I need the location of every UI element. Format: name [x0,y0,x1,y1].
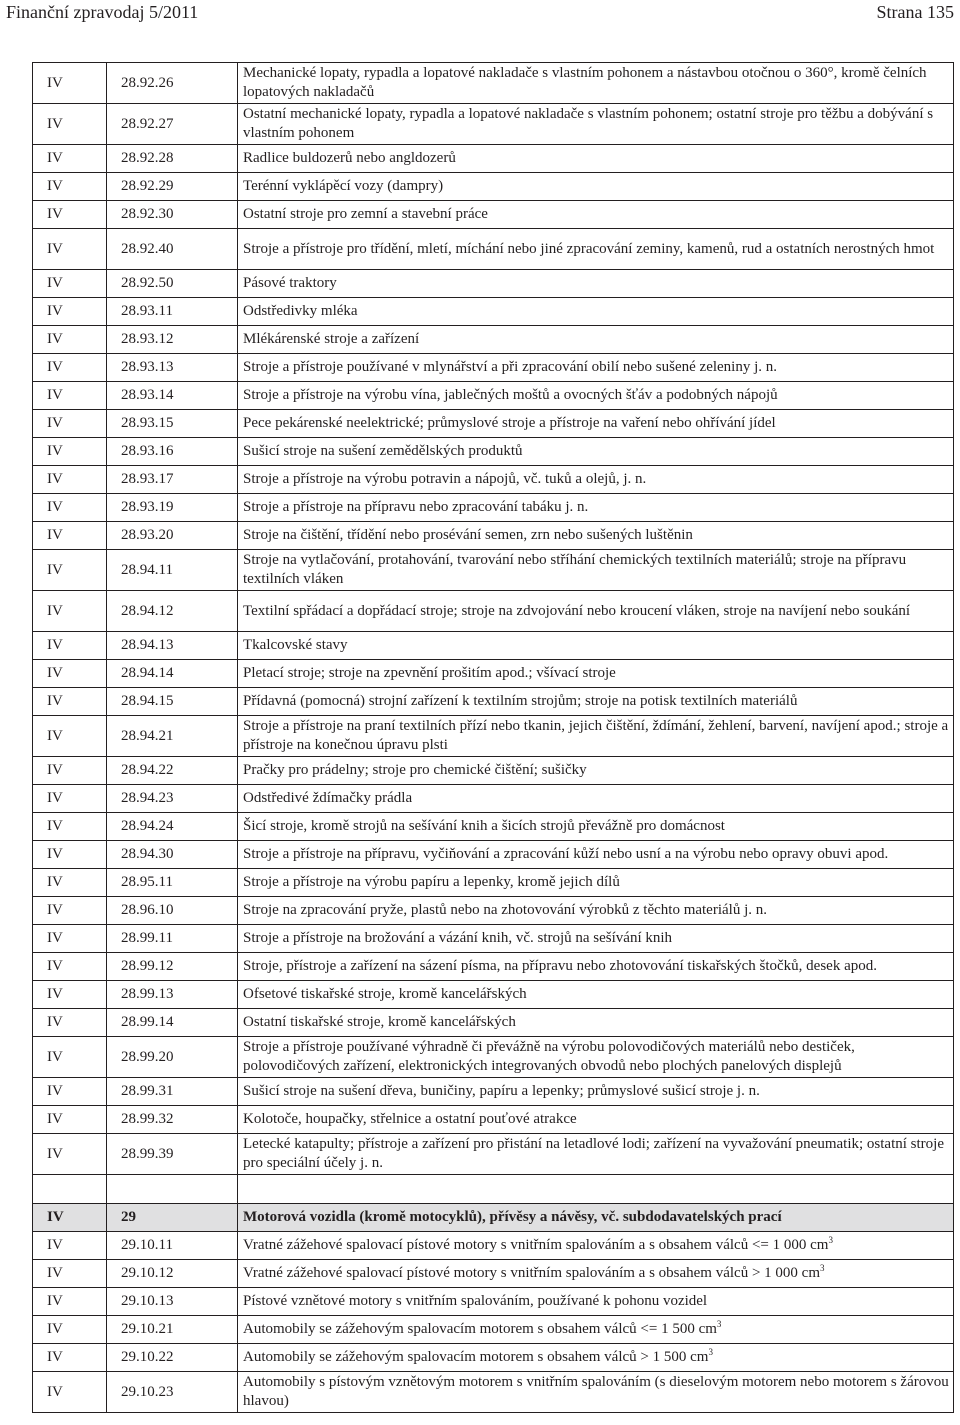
table-row [33,688,954,716]
category-cell: IV [33,145,107,173]
table-row [33,63,954,104]
classification-table [32,62,954,1413]
code-cell: 28.94.23 [107,785,238,813]
description-cell: Stroje na vytlačování, protahování, tvarování nebo stříhání chemických textilních materiálů; stroje na přípravu textilních vláken [238,550,954,591]
code-cell: 28.93.12 [107,326,238,354]
category-cell: IV [33,438,107,466]
code-cell: 28.92.26 [107,63,238,104]
table-row [33,632,954,660]
description-cell: Ostatní tiskařské stroje, kromě kancelářských [238,1009,954,1037]
code-cell: 28.93.20 [107,522,238,550]
category-cell: IV [33,688,107,716]
table-row [33,1078,954,1106]
description-cell: Mechanické lopaty, rypadla a lopatové nakladače s vlastním pohonem a nástavbou otočnou o 360°, kromě čelních lopatových nakladačů [238,63,954,104]
table-row [33,1037,954,1078]
description-cell: Mlékárenské stroje a zařízení [238,326,954,354]
table-row [33,1009,954,1037]
description-cell: Sušicí stroje na sušení zemědělských produktů [238,438,954,466]
code-cell: 28.99.13 [107,981,238,1009]
category-cell: IV [33,813,107,841]
category-cell: IV [33,298,107,326]
category-cell: IV [33,382,107,410]
description-cell: Stroje, přístroje a zařízení na sázení písma, na přípravu nebo zhotovování tiskařských štočků, desek apod. [238,953,954,981]
table-row [33,953,954,981]
code-cell: 28.99.12 [107,953,238,981]
category-cell: IV [33,1260,107,1288]
table-row [33,201,954,229]
description-cell: Ofsetové tiskařské stroje, kromě kancelářských [238,981,954,1009]
description-cell: Stroje a přístroje na výrobu potravin a nápojů, vč. tuků a olejů, j. n. [238,466,954,494]
section-title: Motorová vozidla (kromě motocyklů), přívěsy a návěsy, vč. subdodavatelských prací [238,1204,954,1232]
description-cell: Stroje a přístroje na přípravu, vyčiňování a zpracování kůží nebo usní a na výrobu nebo opravy obuvi apod. [238,841,954,869]
code-cell: 28.99.32 [107,1106,238,1134]
description-cell: Sušicí stroje na sušení dřeva, buničiny, papíru a lepenky; průmyslové sušicí stroje j. n. [238,1078,954,1106]
code-cell: 28.93.17 [107,466,238,494]
table-row [33,1316,954,1344]
table-row [33,1134,954,1175]
page-header [0,0,960,30]
description-cell: Stroje a přístroje pro třídění, mletí, míchání nebo jiné zpracování zeminy, kamenů, rud a ostatních nerostných hmot [238,229,954,270]
table-row [33,438,954,466]
table-row [33,1260,954,1288]
description-cell: Stroje a přístroje na výrobu papíru a lepenky, kromě jejich dílů [238,869,954,897]
code-cell: 28.99.31 [107,1078,238,1106]
category-cell: IV [33,1316,107,1344]
description-cell [238,1232,954,1260]
description-cell: Stroje a přístroje používané v mlynářství a při zpracování obilí nebo sušené zeleniny j. n. [238,354,954,382]
code-cell: 28.92.27 [107,104,238,145]
category-cell: IV [33,757,107,785]
description-cell [238,1316,954,1344]
superscript: 3 [716,1319,722,1329]
code-cell: 28.94.13 [107,632,238,660]
description-cell: Přídavná (pomocná) strojní zařízení k textilním strojům; stroje na potisk textilních materiálů [238,688,954,716]
table-row [33,813,954,841]
category-cell: IV [33,1037,107,1078]
category-cell: IV [33,63,107,104]
category-cell: IV [33,953,107,981]
category-cell: IV [33,1106,107,1134]
code-cell: 28.92.50 [107,270,238,298]
category-cell: IV [33,841,107,869]
table-row [33,757,954,785]
code-cell: 28.92.29 [107,173,238,201]
description-cell: Stroje a přístroje na výrobu vína, jablečných moštů a ovocných šťáv a podobných nápojů [238,382,954,410]
code-cell: 28.92.40 [107,229,238,270]
table-row [33,869,954,897]
category-cell: IV [33,494,107,522]
code-cell: 28.93.15 [107,410,238,438]
table-row [33,981,954,1009]
category-cell: IV [33,466,107,494]
table-row [33,410,954,438]
category-cell: IV [33,591,107,632]
category-cell: IV [33,1372,107,1413]
code-cell: 29.10.21 [107,1316,238,1344]
code-cell: 28.92.30 [107,201,238,229]
category-cell: IV [33,1009,107,1037]
description-text: Vratné zážehové spalovací pístové motory s vnitřním spalováním a s obsahem válců > 1 000 cm [243,1265,820,1281]
category-cell: IV [33,354,107,382]
table-row [33,660,954,688]
description-cell: Pístové vznětové motory s vnitřním spalováním, používané k pohonu vozidel [238,1288,954,1316]
category-cell: IV [33,104,107,145]
description-cell: Stroje na čištění, třídění nebo prosévání semen, zrn nebo sušených luštěnin [238,522,954,550]
description-cell: Ostatní stroje pro zemní a stavební práce [238,201,954,229]
table-row [33,1232,954,1260]
description-cell: Stroje a přístroje používané výhradně či převážně na výrobu polovodičových materiálů nebo destiček, polovodičových zařízení, elektronických integrovaných obvodů nebo plochých panelových displejů [238,1037,954,1078]
empty-cell [33,1175,107,1204]
table-row [33,897,954,925]
code-cell: 28.93.11 [107,298,238,326]
code-cell: 28.94.24 [107,813,238,841]
description-cell: Pračky pro prádelny; stroje pro chemické čištění; sušičky [238,757,954,785]
description-cell: Letecké katapulty; přístroje a zařízení pro přistání na letadlové lodi; zařízení na vyvažování pneumatik; ostatní stroje pro speciální účely j. n. [238,1134,954,1175]
code-cell: 28.93.19 [107,494,238,522]
section-header-row [33,1204,954,1232]
code-cell: 28.94.30 [107,841,238,869]
code-cell: 28.94.22 [107,757,238,785]
code-cell: 29.10.13 [107,1288,238,1316]
category-cell: IV [33,660,107,688]
code-cell: 28.92.28 [107,145,238,173]
code-cell: 28.94.15 [107,688,238,716]
description-cell [238,1260,954,1288]
category-cell: IV [33,229,107,270]
empty-cell [107,1175,238,1204]
description-cell: Tkalcovské stavy [238,632,954,660]
description-cell: Pece pekárenské neelektrické; průmyslové stroje a přístroje na vaření nebo ohřívání jídel [238,410,954,438]
code-cell: 28.93.16 [107,438,238,466]
category-cell: IV [33,1288,107,1316]
category-cell: IV [33,1134,107,1175]
code-cell: 28.94.11 [107,550,238,591]
table-row [33,550,954,591]
superscript: 3 [708,1347,713,1357]
description-cell: Stroje a přístroje na přípravu nebo zpracování tabáku j. n. [238,494,954,522]
table-row [33,1106,954,1134]
table-row [33,298,954,326]
code-cell: 28.96.10 [107,897,238,925]
description-cell: Automobily s pístovým vznětovým motorem s vnitřním spalováním (s dieselovým motorem nebo motorem s žárovou hlavou) [238,1372,954,1413]
description-cell: Terénní vyklápěcí vozy (dampry) [238,173,954,201]
empty-cell [238,1175,954,1204]
category-cell: IV [33,1204,107,1232]
category-cell: IV [33,173,107,201]
table-row [33,716,954,757]
description-cell: Šicí stroje, kromě strojů na sešívání knih a šicích strojů převážně pro domácnost [238,813,954,841]
description-cell: Ostatní mechanické lopaty, rypadla a lopatové nakladače s vlastním pohonem; ostatní stroje pro těžbu a dobývání s vlastním pohonem [238,104,954,145]
category-cell: IV [33,632,107,660]
code-cell: 29.10.22 [107,1344,238,1372]
table-row [33,841,954,869]
description-text: Automobily se zážehovým spalovacím motorem s obsahem válců > 1 500 cm [243,1349,709,1365]
table-row [33,522,954,550]
description-cell: Odstředivky mléka [238,298,954,326]
superscript: 3 [820,1263,825,1273]
description-cell: Kolotoče, houpačky, střelnice a ostatní pouťové atrakce [238,1106,954,1134]
description-cell [238,1344,954,1372]
table-row [33,785,954,813]
code-cell: 28.99.20 [107,1037,238,1078]
code-cell: 28.94.14 [107,660,238,688]
code-cell: 29 [107,1204,238,1232]
code-cell: 28.99.11 [107,925,238,953]
code-cell: 28.93.13 [107,354,238,382]
description-text: Automobily se zážehovým spalovacím motorem s obsahem válců <= 1 500 cm [243,1321,717,1337]
description-cell: Textilní spřádací a dopřádací stroje; stroje na zdvojování nebo kroucení vláken, stroje na navíjení nebo soukání [238,591,954,632]
description-cell: Stroje a přístroje na brožování a vázání knih, vč. strojů na sešívání knih [238,925,954,953]
description-cell: Pletací stroje; stroje na zpevnění prošitím apod.; všívací stroje [238,660,954,688]
table-row [33,270,954,298]
category-cell: IV [33,1232,107,1260]
description-cell: Stroje a přístroje na praní textilních přízí nebo tkanin, jejich čištění, ždímání, žehlení, barvení, navíjení apod.; stroje a přístroje na konečnou úpravu plsti [238,716,954,757]
table-row [33,925,954,953]
code-cell: 28.99.39 [107,1134,238,1175]
category-cell: IV [33,410,107,438]
separator-row [33,1175,954,1204]
table-row [33,382,954,410]
category-cell: IV [33,716,107,757]
table-row [33,1344,954,1372]
code-cell: 29.10.23 [107,1372,238,1413]
code-cell: 29.10.11 [107,1232,238,1260]
table-row [33,1372,954,1413]
category-cell: IV [33,550,107,591]
code-cell: 28.94.12 [107,591,238,632]
table-row [33,145,954,173]
table-row [33,494,954,522]
category-cell: IV [33,1344,107,1372]
table-row [33,173,954,201]
table-row [33,326,954,354]
description-cell: Odstředivé ždímačky prádla [238,785,954,813]
table-row [33,591,954,632]
category-cell: IV [33,869,107,897]
category-cell: IV [33,1078,107,1106]
category-cell: IV [33,270,107,298]
description-text: Vratné zážehové spalovací pístové motory s vnitřním spalováním a s obsahem válců <= 1 000 cm [243,1237,829,1253]
category-cell: IV [33,522,107,550]
category-cell: IV [33,897,107,925]
category-cell: IV [33,201,107,229]
description-cell: Stroje na zpracování pryže, plastů nebo na zhotovování výrobků z těchto materiálů j. n. [238,897,954,925]
category-cell: IV [33,326,107,354]
table-row [33,229,954,270]
code-cell: 29.10.12 [107,1260,238,1288]
description-cell: Pásové traktory [238,270,954,298]
code-cell: 28.95.11 [107,869,238,897]
page-number: Strana 135 [876,2,954,22]
publication-title: Finanční zpravodaj 5/2011 [6,2,199,22]
code-cell: 28.94.21 [107,716,238,757]
code-cell: 28.99.14 [107,1009,238,1037]
description-cell: Radlice buldozerů nebo angldozerů [238,145,954,173]
table-row [33,354,954,382]
category-cell: IV [33,925,107,953]
code-cell: 28.93.14 [107,382,238,410]
category-cell: IV [33,981,107,1009]
table-row [33,104,954,145]
category-cell: IV [33,785,107,813]
superscript: 3 [828,1235,833,1245]
table-row [33,466,954,494]
table-row [33,1288,954,1316]
